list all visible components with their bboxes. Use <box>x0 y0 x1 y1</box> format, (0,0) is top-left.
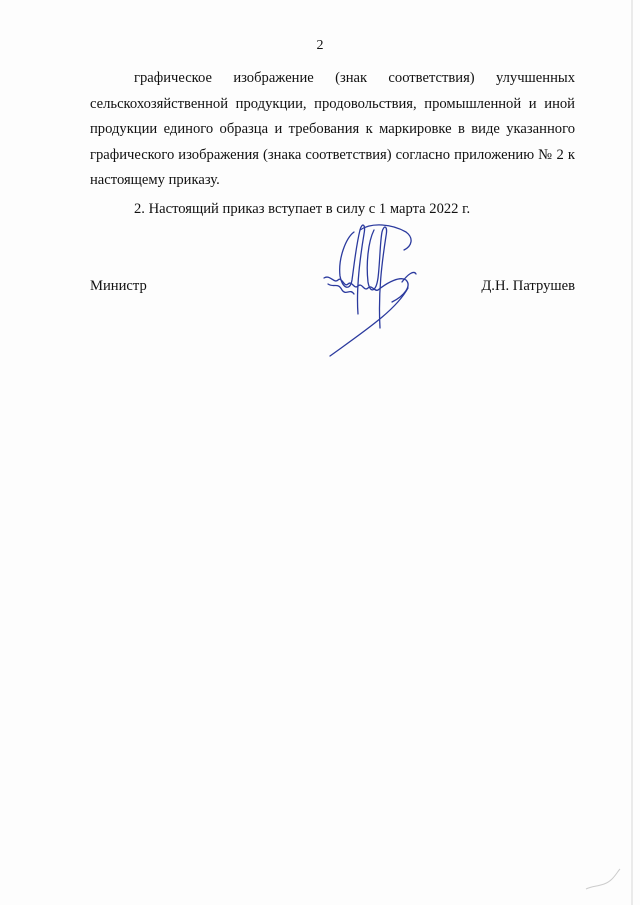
signatory-name: Д.Н. Патрушев <box>481 278 575 294</box>
document-body <box>90 66 575 222</box>
signature-row <box>90 278 575 298</box>
signatory-title: Министр <box>90 278 147 294</box>
scan-corner-mark <box>582 865 622 895</box>
page-number: 2 <box>316 38 324 53</box>
paragraph-effective-date: 2. Настоящий приказ вступает в силу с 1 марта 2022 г. <box>134 200 471 217</box>
paragraph-continuation: графическое изображение (знак соответствия) улучшенных сельскохозяйственной продукции, продовольствия, промышленной и иной продукции единого образца и требования к маркировке в виде указанного графического изображения (знака соответствия) согласно приложению № 2 к настоящему приказу. <box>90 70 575 188</box>
scan-edge-line <box>630 0 634 905</box>
